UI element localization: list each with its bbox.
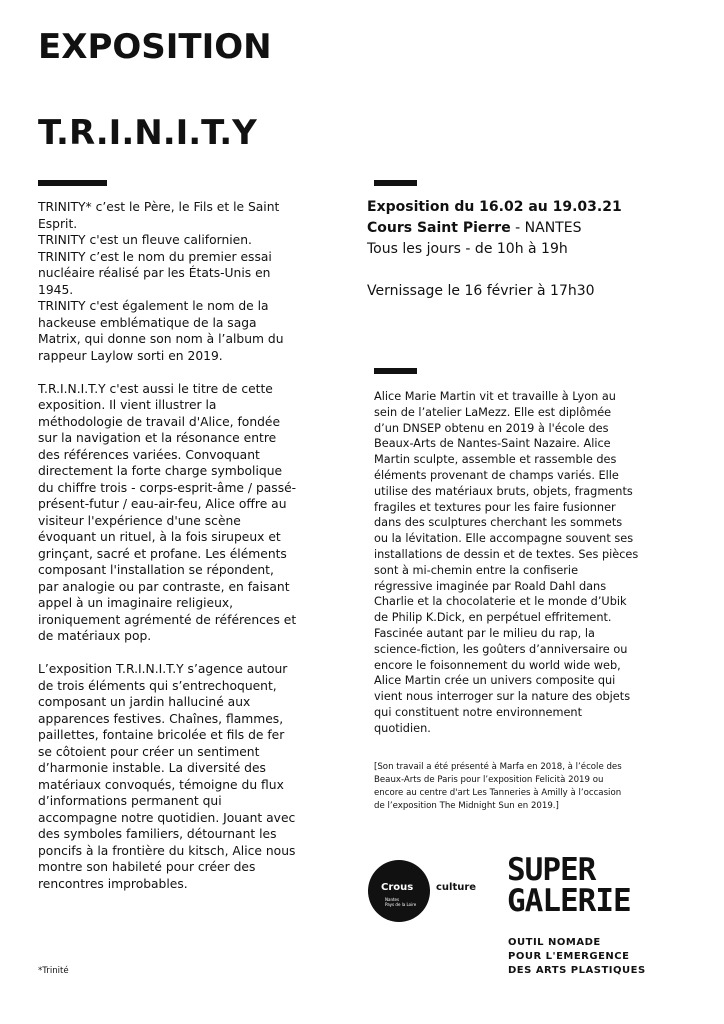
title-exposition: EXPOSITION <box>38 27 272 67</box>
super-galerie-logo <box>507 852 631 919</box>
event-place-name: Cours Saint Pierre <box>367 220 511 236</box>
divider-right-mid <box>374 368 417 374</box>
event-vernissage: Vernissage le 16 février à 17h30 <box>367 283 595 299</box>
paragraph-intro: TRINITY* c’est le Père, le Fils et le Saint Esprit. TRINITY c'est un fleuve californien. TRINITY c’est le nom du premier essai nucléaire réalisé par les États-Unis en 1945. TRINITY c'est également le nom de la hackeuse emblématique de la saga Matrix, qui donne son nom à l’album du rappeur Laylow sorti en 2019. <box>38 200 284 363</box>
footnote: *Trinité <box>38 966 69 976</box>
event-place <box>367 218 667 239</box>
event-place-city: - NANTES <box>510 220 582 236</box>
super-galerie-logo-line1: SUPER <box>507 852 596 888</box>
artist-note: [Son travail a été présenté à Marfa en 2018, à l’école des Beaux-Arts de Paris pour l’exposition Felicità 2019 ou encore au centre d'art Les Tanneries à Amilly à l’occasion de l’exposition The Midnight Sun en 2019.] <box>374 762 622 811</box>
divider-left <box>38 180 107 186</box>
crous-logo-text-culture: culture <box>436 882 477 893</box>
paragraph-installation: L’exposition T.R.I.N.I.T.Y s’agence autour de trois éléments qui s’entrechoquent, composant un jardin halluciné aux apparences festives. Chaînes, flammes, paillettes, fontaine bricolée et fils de fer se côtoient pour créer un sentiment d’harmonie instable. La diversité des matériaux convoqués, témoigne du flux d’informations permanent qui accompagne notre quotidien. Jouant avec des symboles familiers, détournant les poncifs à la frontière du kitsch, Alice nous montre son habileté pour créer des rencontres improbables. <box>38 662 296 891</box>
event-dates: Exposition du 16.02 au 19.03.21 <box>367 199 622 215</box>
crous-logo-subtext: Nantes Pays de la Loire <box>385 897 417 907</box>
artist-bio: Alice Marie Martin vit et travaille à Lyon au sein de l’atelier LaMezz. Elle est diplômée d’un DNSEP obtenu en 2019 à l'école des Beaux-Arts de Nantes-Saint Nazaire. Alice Martin sculpte, assemble et rassemble des éléments provenant de champs variés. Elle utilise des matériaux bruts, objets, fragments fragiles et textures pour les faire fusionner dans des sculptures cherchant les sommets ou la lévitation. Elle accompagne souvent ses installations de dessin et de textes. Ses pièces sont à mi-chemin entre la confiserie régressive imaginée par Roald Dahl dans Charlie et la chocolaterie et le monde d’Ubik de Philip K.Dick, en perpétuel effritement. Fascinée autant par le milieu du rap, la science-fiction, les goûters d’anniversaire ou encore le foisonnement du world wide web, Alice Martin crée un univers composite qui vient nous interroger sur la nature des objets qui constituent notre environnement quotidien. <box>374 390 639 735</box>
crous-logo-text: Crous <box>381 882 414 893</box>
paragraph-title-meaning: T.R.I.N.I.T.Y c'est aussi le titre de cette exposition. Il vient illustrer la méthodologie de travail d'Alice, fondée sur la navigation et la résonance entre des références variées. Convoquant directement la forte charge symbolique du chiffre trois - corps-esprit-âme / passé- présent-futur / eau-air-feu, Alice offre au visiteur l'expérience d'une scène évoquant un rituel, à la fois sirupeux et grinçant, sacré et profane. Les éléments composant l'installation se répondent, par analogie ou par contraste, en faisant appel à un imaginaire religieux, ironiquement agrémenté de références et de matériaux pop. <box>38 381 297 643</box>
title-trinity: T.R.I.N.I.T.Y <box>38 113 257 153</box>
divider-right-top <box>374 180 417 186</box>
super-galerie-logo-line2: GALERIE <box>507 883 631 919</box>
super-galerie-tagline: OUTIL NOMADE POUR L'EMERGENCE DES ARTS PLASTIQUES <box>508 937 646 976</box>
event-info <box>367 197 667 302</box>
event-hours: Tous les jours - de 10h à 19h <box>367 241 568 257</box>
description-column <box>38 199 350 909</box>
